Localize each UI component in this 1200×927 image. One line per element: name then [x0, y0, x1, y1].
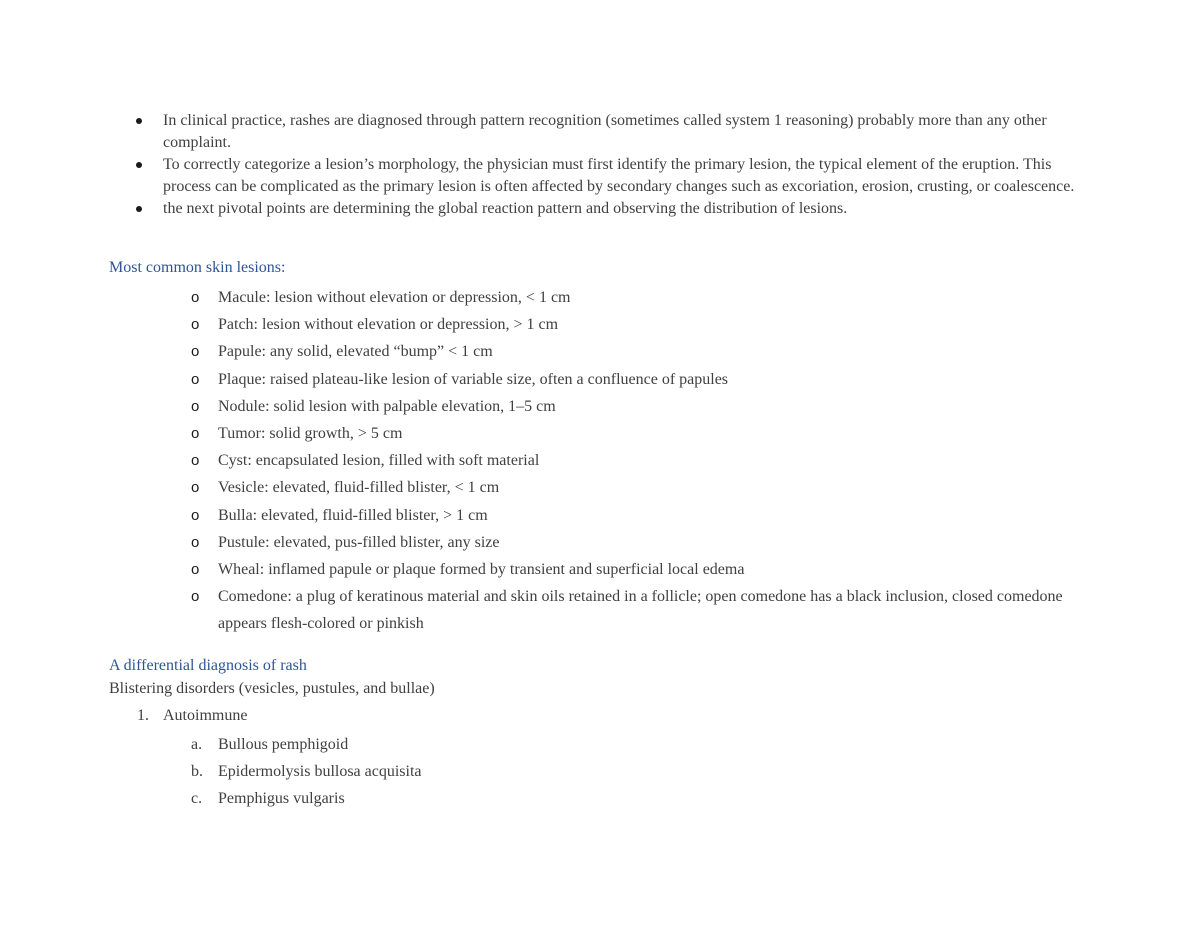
sub-item-label: Pemphigus vulgaris [218, 790, 345, 808]
lesion-item [191, 529, 1078, 556]
bullet-text: the next pivotal points are determining the global reaction pattern and observing the distribution of lesions. [163, 200, 848, 217]
differential-heading: A differential diagnosis of rash [109, 657, 307, 674]
lesion-text: Nodule: solid lesion with palpable elevation, 1–5 cm [218, 397, 556, 415]
lesion-text: Vesicle: elevated, fluid-filled blister, < 1 cm [218, 479, 500, 497]
sub-item-marker: b. [191, 763, 203, 781]
lesion-item [191, 393, 1078, 420]
lesion-text: Tumor: solid growth, > 5 cm [218, 425, 403, 443]
lesion-text: Plaque: raised plateau-like lesion of variable size, often a confluence of papules [218, 370, 729, 388]
intro-bullet-list [163, 110, 1078, 220]
bullet-item [163, 198, 1078, 220]
bullet-item [163, 110, 1078, 154]
circle-bullet-icon: o [191, 506, 200, 524]
lesion-item [191, 420, 1078, 447]
lesion-text: Bulla: elevated, fluid-filled blister, > 1 cm [218, 506, 488, 524]
lesion-item [191, 583, 1078, 637]
sub-item-marker: a. [191, 736, 203, 753]
circle-bullet-icon: o [191, 316, 200, 334]
sub-item-label: Epidermolysis bullosa acquisita [218, 763, 422, 781]
lesion-text: Cyst: encapsulated lesion, filled with soft material [218, 452, 540, 470]
circle-bullet-icon: o [191, 343, 200, 361]
lesion-text: Pustule: elevated, pus-filled blister, any size [218, 533, 500, 551]
lesion-text: Macule: lesion without elevation or depression, < 1 cm [218, 289, 571, 306]
numbered-marker: 1. [137, 707, 149, 724]
lesion-text: Wheal: inflamed papule or plaque formed by transient and superficial local edema [218, 561, 745, 579]
bullet-dot-icon [136, 118, 142, 124]
circle-bullet-icon: o [191, 588, 200, 606]
lesion-text: Papule: any solid, elevated “bump” < 1 cm [218, 343, 493, 361]
blistering-line: Blistering disorders (vesicles, pustules, and bullae) [109, 680, 435, 697]
bullet-text: To correctly categorize a lesion’s morphology, the physician must first identify the primary lesion, the typical element of the eruption. This process can be complicated as the primary lesion is often affected by secondary changes such as excoriation, erosion, crusting, or coalescence. [163, 156, 1075, 195]
sub-item-marker: c. [191, 790, 203, 808]
lesion-text: Comedone: a plug of keratinous material and skin oils retained in a follicle; open comedone has a black inclusion, closed comedone appears flesh-colored or pinkish [218, 588, 1063, 633]
lesion-item [191, 366, 1078, 393]
lesion-item [191, 338, 1078, 365]
bullet-dot-icon [136, 162, 142, 168]
circle-bullet-icon: o [191, 561, 200, 579]
lesion-list [191, 284, 1078, 638]
lesion-item [191, 474, 1078, 501]
circle-bullet-icon: o [191, 479, 200, 497]
numbered-label: Autoimmune [163, 707, 248, 724]
circle-bullet-icon: o [191, 397, 200, 415]
lesion-item [191, 284, 1078, 311]
circle-bullet-icon: o [191, 425, 200, 443]
lesion-text: Patch: lesion without elevation or depression, > 1 cm [218, 316, 559, 334]
lesion-item [191, 311, 1078, 338]
bullet-text: In clinical practice, rashes are diagnosed through pattern recognition (sometimes called system 1 reasoning) probably more than any other complaint. [163, 112, 1047, 151]
sub-item [191, 731, 422, 758]
sub-item-label: Bullous pemphigoid [218, 736, 349, 753]
lesion-item [191, 502, 1078, 529]
sub-item-list [191, 731, 422, 813]
lesions-heading: Most common skin lesions: [109, 259, 286, 276]
numbered-item [137, 705, 248, 727]
lesion-item [191, 556, 1078, 583]
circle-bullet-icon: o [191, 533, 200, 551]
circle-bullet-icon: o [191, 370, 200, 388]
circle-bullet-icon: o [191, 289, 200, 306]
circle-bullet-icon: o [191, 452, 200, 470]
lesion-item [191, 447, 1078, 474]
sub-item [191, 758, 422, 785]
sub-item [191, 785, 422, 812]
bullet-item [163, 154, 1078, 198]
bullet-dot-icon [136, 206, 142, 212]
